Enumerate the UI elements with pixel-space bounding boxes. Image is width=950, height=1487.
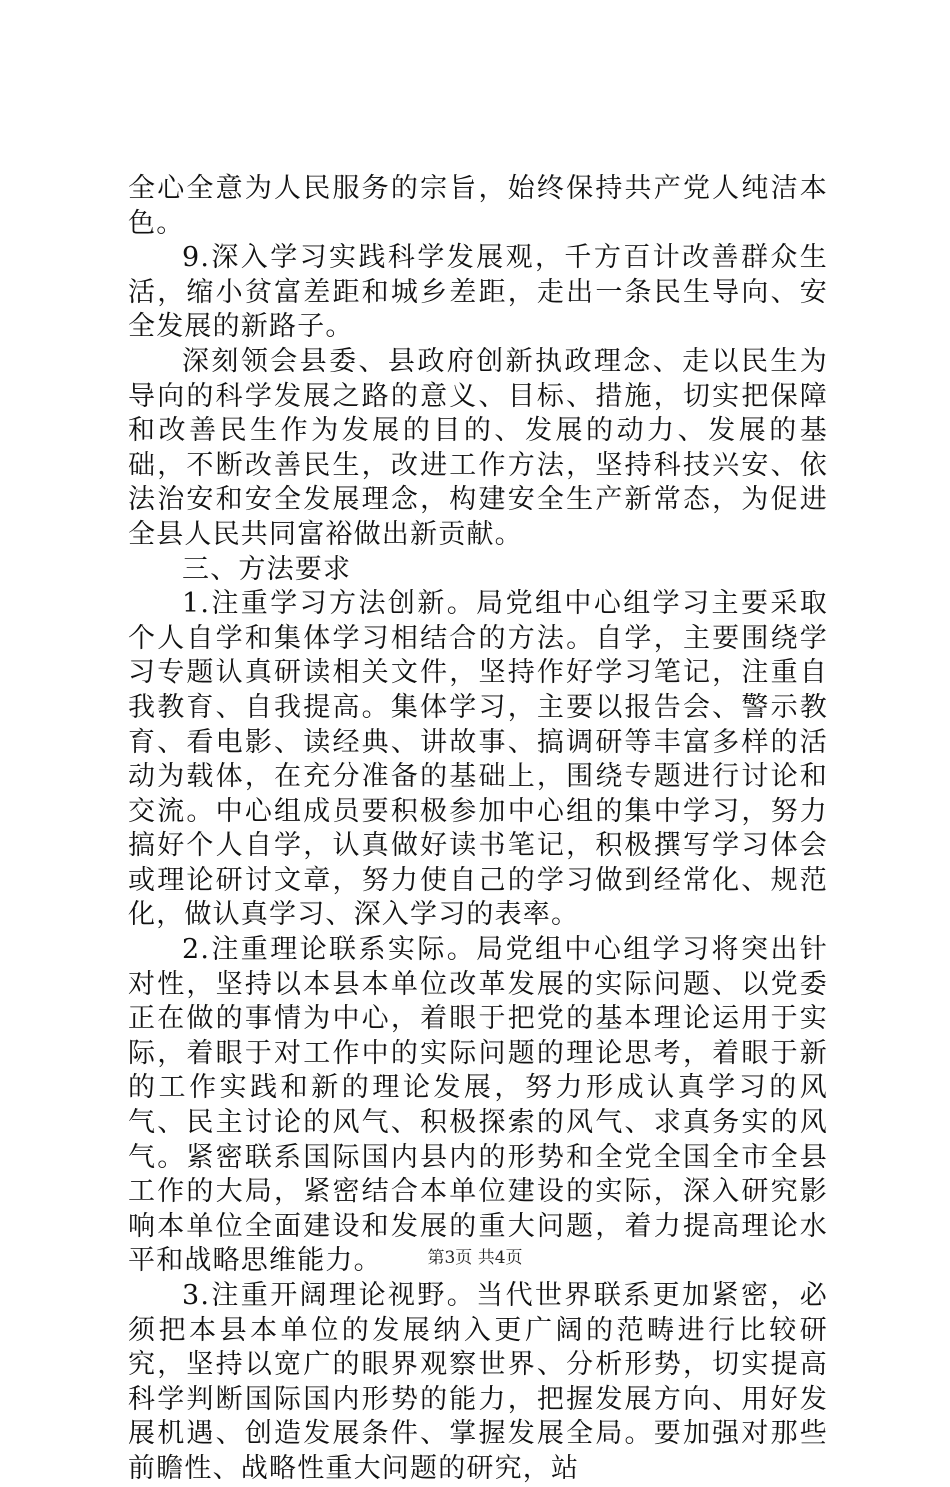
document-body xyxy=(128,172,828,1487)
paragraph-continuation: 全心全意为人民服务的宗旨，始终保持共产党人纯洁本色。 xyxy=(128,173,828,239)
section-heading-methods: 三、方法要求 xyxy=(182,553,352,585)
paragraph-method-1: 1.注重学习方法创新。局党组中心组学习主要采取个人自学和集体学习相结合的方法。自学，主要围绕学习专题认真研读相关文件，坚持作好学习笔记，注重自我教育、自我提高。集体学习，主要以报告会、警示教育、看电影、读经典、讲故事、搞调研等丰富多样的活动为载体，在充分准备的基础上，围绕专题进行讨论和交流。中心组成员要积极参加中心组的集中学习，努力搞好个人自学，认真做好读书笔记，积极撰写学习体会或理论研讨文章，努力使自己的学习做到经常化、规范化，做认真学习、深入学习的表率。 xyxy=(128,588,828,931)
paragraph-item-9: 9.深入学习实践科学发展观，千方百计改善群众生活，缩小贫富差距和城乡差距，走出一条民生导向、安全发展的新路子。 xyxy=(128,242,828,343)
page-footer: 第3页 共4页 xyxy=(427,1248,523,1268)
paragraph-item-9-detail: 深刻领会县委、县政府创新执政理念、走以民生为导向的科学发展之路的意义、目标、措施，切实把保障和改善民生作为发展的目的、发展的动力、发展的基础，不断改善民生，改进工作方法，坚持科技兴安、依法治安和安全发展理念，构建安全生产新常态，为促进全县人民共同富裕做出新贡献。 xyxy=(128,345,828,550)
paragraph-method-3: 3.注重开阔理论视野。当代世界联系更加紧密，必须把本县本单位的发展纳入更广阔的范畴进行比较研究，坚持以宽广的眼界观察世界、分析形势，切实提高科学判断国际国内形势的能力，把握发展方向、用好发展机遇、创造发展条件、掌握发展全局。要加强对那些前瞻性、战略性重大问题的研究，站 xyxy=(128,1280,828,1484)
paragraph-method-2: 2.注重理论联系实际。局党组中心组学习将突出针对性，坚持以本县本单位改革发展的实际问题、以党委正在做的事情为中心，着眼于把党的基本理论运用于实际，着眼于对工作中的实际问题的理论思考，着眼于新的工作实践和新的理论发展，努力形成认真学习的风气、民主讨论的风气、积极探索的风气、求真务实的风气。紧密联系国际国内县内的形势和全党全国全市全县工作的大局，紧密结合本单位建设的实际，深入研究影响本单位全面建设和发展的重大问题，着力提高理论水平和战略思维能力。 xyxy=(128,934,828,1277)
